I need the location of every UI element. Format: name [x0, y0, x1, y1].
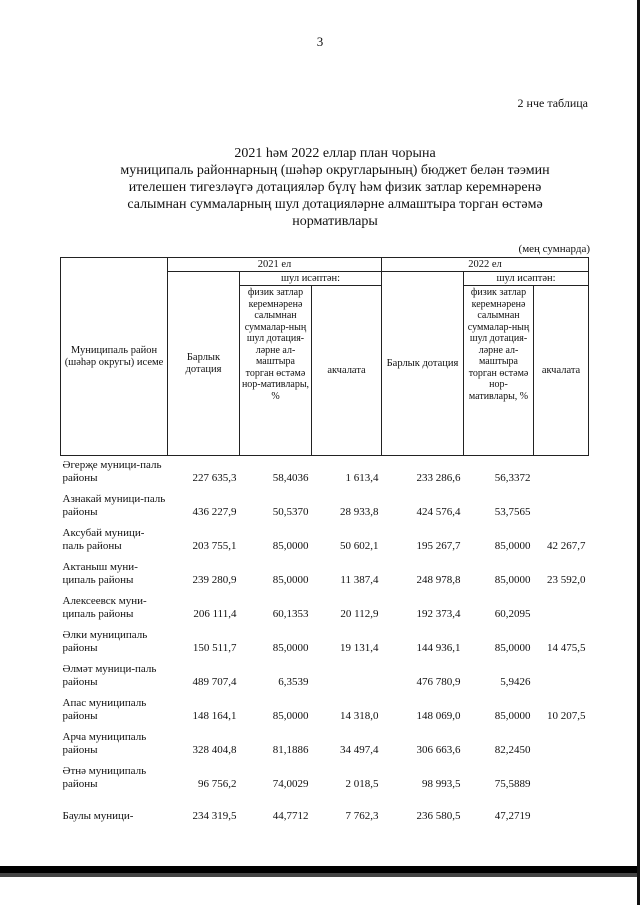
total-2021-cell: 227 635,3 — [192, 472, 237, 484]
document-title — [90, 145, 580, 230]
normative-2021-cell: 85,0000 — [272, 642, 309, 654]
header-municipality: Муниципаль район (шәһәр округы) исеме — [61, 258, 168, 456]
total-2021-cell: 148 164,1 — [192, 710, 237, 722]
municipality-name-cell: Актаныш муни-ципаль районы — [62, 561, 138, 586]
cash-2022-cell: 10 207,5 — [547, 710, 586, 722]
normative-2022-cell: 75,5889 — [494, 778, 531, 790]
normative-2022-cell: 47,2719 — [494, 810, 531, 822]
normative-2021-cell: 74,0029 — [272, 778, 309, 790]
total-2021-cell: 203 755,1 — [192, 540, 237, 552]
normative-2021-cell: 50,5370 — [272, 506, 309, 518]
municipality-name-cell: Апас муниципаль районы — [62, 697, 147, 722]
cash-2022-cell — [534, 456, 589, 491]
table-body — [61, 456, 589, 829]
header-of-which-2022: шул исәптән: — [464, 272, 589, 286]
normative-2022-cell: 60,2095 — [494, 608, 531, 620]
total-2021-cell: 150 511,7 — [192, 642, 237, 654]
total-2022-cell: 148 069,0 — [416, 710, 461, 722]
scan-border-bottom-shadow — [0, 873, 640, 877]
municipality-name-cell: Әлмәт муници-паль районы — [62, 663, 157, 688]
unit-note: (мең сумнарда) — [518, 243, 590, 255]
total-2021-cell: 239 280,9 — [192, 574, 237, 586]
normative-2021-cell: 58,4036 — [272, 472, 309, 484]
normative-2021-cell: 85,0000 — [272, 540, 309, 552]
cash-2021-cell — [312, 660, 382, 694]
scan-border-bottom — [0, 866, 640, 873]
total-2022-cell: 195 267,7 — [416, 540, 461, 552]
header-total-2021: Барлык дотация — [168, 272, 240, 456]
table-row — [61, 796, 589, 828]
normative-2021-cell: 85,0000 — [272, 710, 309, 722]
total-2021-cell: 328 404,8 — [192, 744, 237, 756]
municipality-name-cell: Азнакай муници-паль районы — [62, 493, 166, 518]
total-2022-cell: 144 936,1 — [416, 642, 461, 654]
total-2022-cell: 192 373,4 — [416, 608, 461, 620]
cash-2022-cell — [534, 490, 589, 524]
header-total-2022: Барлык дотация — [382, 272, 464, 456]
total-2022-cell: 248 978,8 — [416, 574, 461, 586]
subsidy-table — [60, 257, 589, 828]
cash-2022-cell — [534, 762, 589, 796]
normative-2022-cell: 53,7565 — [494, 506, 531, 518]
normative-2021-cell: 81,1886 — [272, 744, 309, 756]
municipality-name-cell: Аксубай муници-паль районы — [62, 527, 145, 552]
title-line: 2021 һәм 2022 еллар план чорына — [234, 146, 436, 161]
cash-2022-cell — [534, 796, 589, 828]
table-row — [61, 694, 589, 728]
total-2021-cell: 436 227,9 — [192, 506, 237, 518]
cash-2021-cell: 7 762,3 — [345, 810, 379, 822]
header-normative-2021: физик затлар керемнәренә салымнан суммалар-ның шул дотация-ләрне ал-маштыра торган өстәмә нор-мативлары, % — [240, 286, 312, 456]
header-year-2021: 2021 ел — [168, 258, 382, 272]
header-normative-2022: физик затлар керемнәренә салымнан суммалар-ның шул дотация-ләрне ал-маштыра торган өстәмә нор-мативлары, % — [464, 286, 534, 456]
table-row — [61, 762, 589, 796]
normative-2022-cell: 85,0000 — [494, 540, 531, 552]
total-2021-cell: 206 111,4 — [193, 608, 237, 620]
table-row — [61, 524, 589, 558]
title-line: салымнан суммаларның шул дотацияләрне алмаштыра торган өстәмә — [127, 197, 543, 212]
municipality-name-cell: Арча муниципаль районы — [62, 731, 147, 756]
normative-2022-cell: 82,2450 — [494, 744, 531, 756]
cash-2021-cell: 14 318,0 — [340, 710, 379, 722]
total-2021-cell: 96 756,2 — [198, 778, 237, 790]
cash-2021-cell: 1 613,4 — [345, 472, 379, 484]
table-label: 2 нче таблица — [517, 96, 588, 110]
table-row — [61, 660, 589, 694]
cash-2022-cell: 23 592,0 — [547, 574, 586, 586]
normative-2021-cell: 6,3539 — [278, 676, 309, 688]
title-line: ителешен тигезләүгә дотацияләр бүлү һәм физик затлар керемнәренә — [128, 180, 542, 195]
total-2022-cell: 233 286,6 — [416, 472, 461, 484]
header-cash-2021: акчалата — [312, 286, 382, 456]
normative-2021-cell: 85,0000 — [272, 574, 309, 586]
municipality-name-cell: Баулы муници- — [62, 810, 134, 822]
normative-2022-cell: 5,9426 — [500, 676, 531, 688]
cash-2021-cell: 34 497,4 — [340, 744, 379, 756]
cash-2022-cell — [534, 728, 589, 762]
cash-2022-cell: 42 267,7 — [547, 540, 586, 552]
normative-2022-cell: 85,0000 — [494, 710, 531, 722]
table-row — [61, 728, 589, 762]
cash-2021-cell: 20 112,9 — [340, 608, 379, 620]
title-line: муниципаль районнарның (шәһәр округларының) бюджет белән тәэмин — [120, 163, 550, 178]
total-2022-cell: 236 580,5 — [416, 810, 461, 822]
cash-2021-cell: 19 131,4 — [340, 642, 379, 654]
normative-2021-cell: 44,7712 — [272, 810, 309, 822]
normative-2022-cell: 56,3372 — [494, 472, 531, 484]
cash-2022-cell — [534, 592, 589, 626]
cash-2022-cell — [534, 660, 589, 694]
cash-2021-cell: 28 933,8 — [340, 506, 379, 518]
title-line: нормативлары — [292, 214, 378, 229]
header-of-which-2021: шул исәптән: — [240, 272, 382, 286]
cash-2021-cell: 11 387,4 — [340, 574, 379, 586]
header-year-2022: 2022 ел — [382, 258, 589, 272]
total-2022-cell: 424 576,4 — [416, 506, 461, 518]
total-2022-cell: 306 663,6 — [416, 744, 461, 756]
table-row — [61, 592, 589, 626]
total-2022-cell: 98 993,5 — [422, 778, 461, 790]
table-row — [61, 490, 589, 524]
cash-2021-cell: 50 602,1 — [340, 540, 379, 552]
normative-2022-cell: 85,0000 — [494, 642, 531, 654]
cash-2021-cell: 2 018,5 — [345, 778, 379, 790]
header-cash-2022: акчалата — [534, 286, 589, 456]
municipality-name-cell: Әгерҗе муници-паль районы — [62, 459, 162, 484]
cash-2022-cell: 14 475,5 — [547, 642, 586, 654]
municipality-name-cell: Әлки муниципаль районы — [62, 629, 148, 654]
total-2021-cell: 234 319,5 — [192, 810, 237, 822]
normative-2022-cell: 85,0000 — [494, 574, 531, 586]
table-row — [61, 456, 589, 491]
table-row — [61, 626, 589, 660]
municipality-name-cell: Әтнә муниципаль районы — [62, 765, 147, 790]
total-2021-cell: 489 707,4 — [192, 676, 237, 688]
page-number: 3 — [316, 34, 324, 49]
normative-2021-cell: 60,1353 — [272, 608, 309, 620]
municipality-name-cell: Алексеевск муни-ципаль районы — [62, 595, 147, 620]
total-2022-cell: 476 780,9 — [416, 676, 461, 688]
table-row — [61, 558, 589, 592]
